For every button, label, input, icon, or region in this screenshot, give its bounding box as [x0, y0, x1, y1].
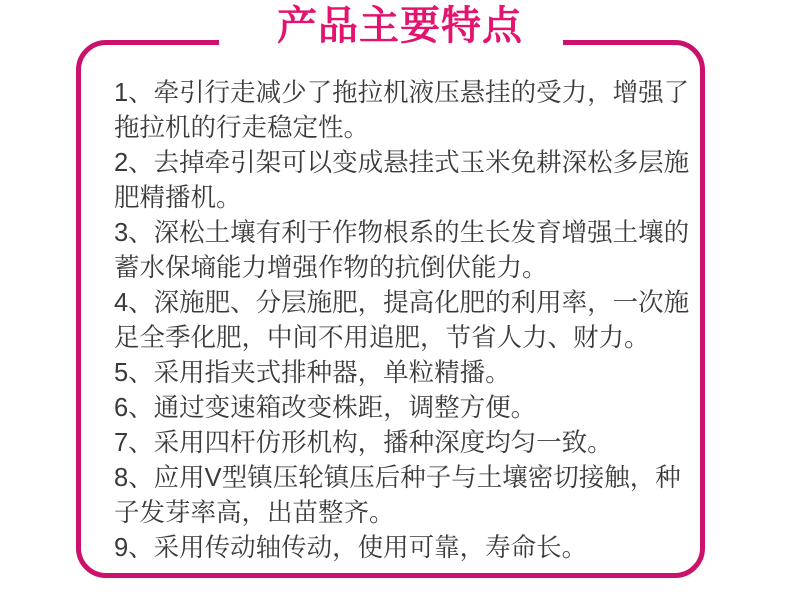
- feature-item: 4、深施肥、分层施肥，提高化肥的利用率，一次施足全季化肥，中间不用追肥，节省人力、财力。: [114, 289, 690, 352]
- feature-item: 1、牵引行走减少了拖拉机液压悬挂的受力，增强了拖拉机的行走稳定性。: [114, 79, 690, 142]
- feature-item: 9、采用传动轴传动，使用可靠，寿命长。: [114, 534, 588, 562]
- feature-item: 8、应用V型镇压轮镇压后种子与土壤密切接触，种子发芽率高，出苗整齐。: [114, 464, 681, 527]
- feature-item: 6、通过变速箱改变株距，调整方便。: [114, 394, 537, 422]
- feature-item: 2、去掉牵引架可以变成悬挂式玉米免耕深松多层施肥精播机。: [114, 149, 690, 212]
- feature-list: [114, 76, 692, 566]
- page-title: 产品主要特点: [277, 3, 523, 48]
- feature-item: 5、采用指夹式排种器，单粒精播。: [114, 359, 511, 387]
- feature-item: 3、深松土壤有利于作物根系的生长发育增强土壤的蓄水保墒能力增强作物的抗倒伏能力。: [114, 219, 690, 282]
- feature-item: 7、采用四杆仿形机构，播种深度均匀一致。: [114, 429, 613, 457]
